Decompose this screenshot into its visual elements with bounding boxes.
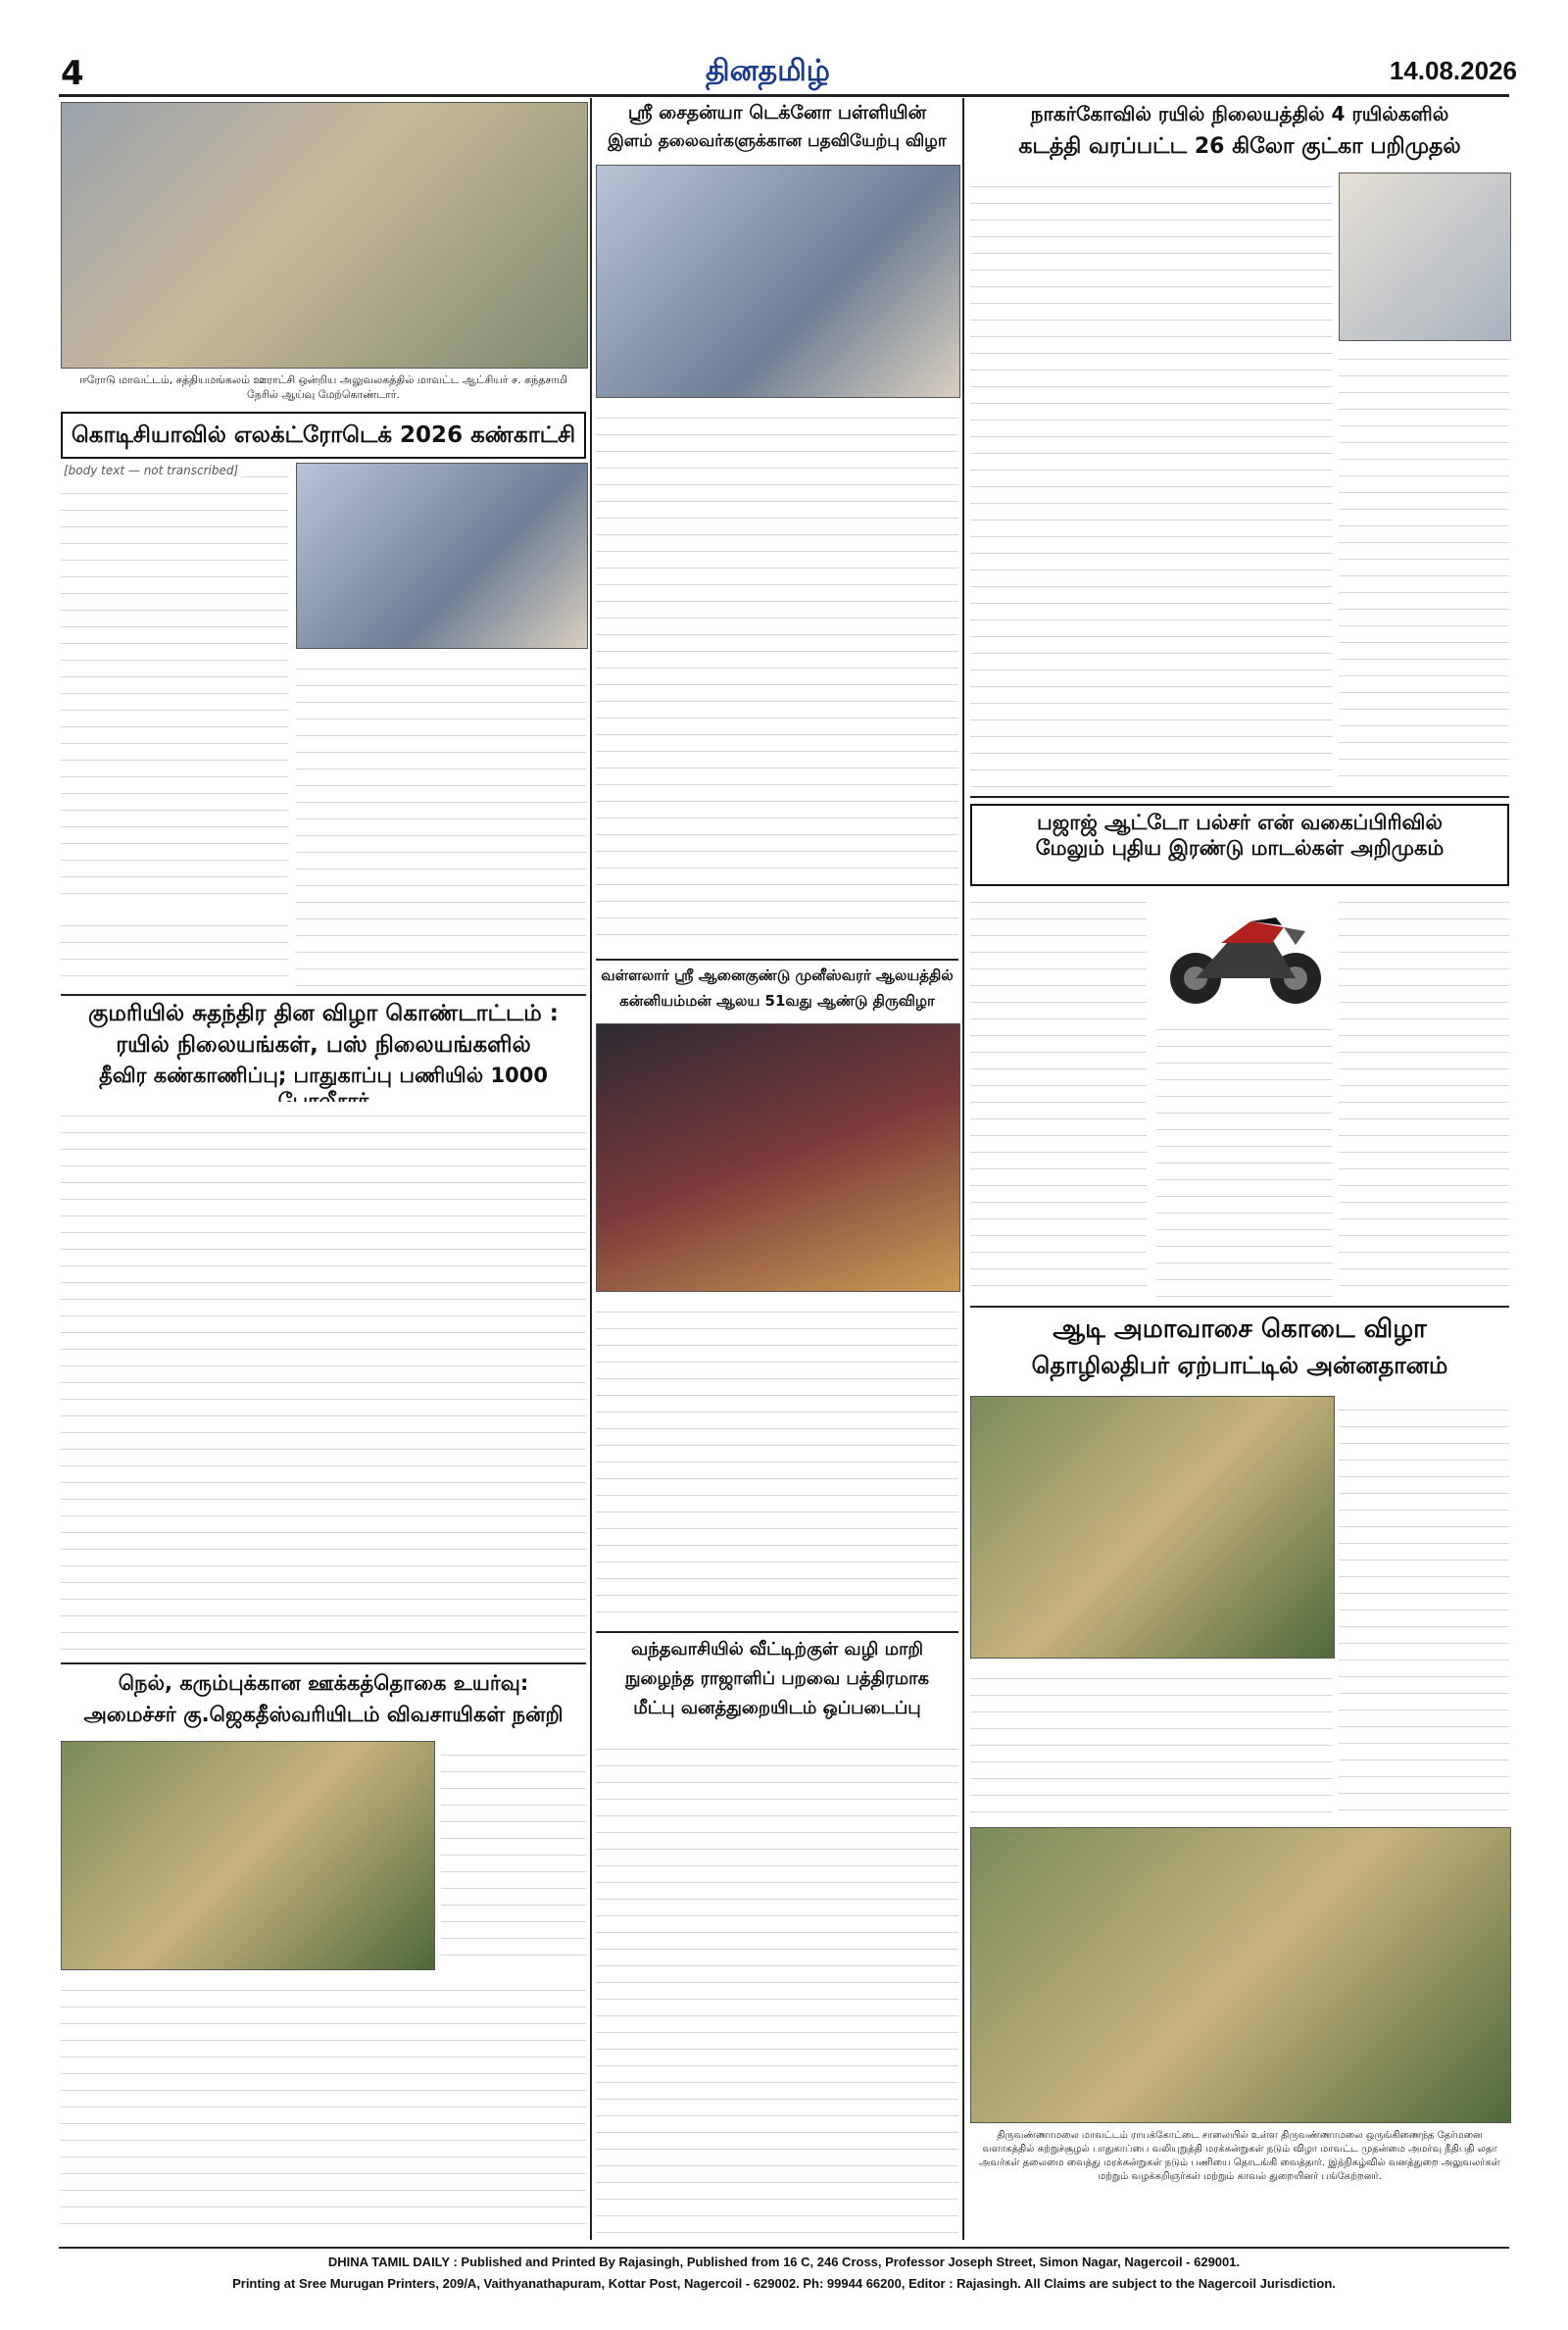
article-headline: ஆடி அமாவாசை கொடை விழா [1053, 1314, 1427, 1344]
footer-rule [59, 2247, 1509, 2249]
imprint-line: Printing at Sree Murugan Printers, 209/A, Vaithyanathapuram, Kottar Post, Nagercoil - 629002. Ph: 99944 66200, Editor : Rajasingh. All Claims are subject to the Nagercoil Jurisdiction. [232, 2276, 1336, 2291]
farmers-photo [61, 1741, 435, 1970]
elektrotec-photo [296, 463, 588, 649]
article-headline: தீவிர கண்காணிப்பு; பாதுகாப்பு பணியில் 1000 [99, 1064, 548, 1087]
article-headline: குமரியில் சுதந்திர தின விழா கொண்டாட்டம் : [88, 1001, 559, 1026]
annadhanam-photo [970, 1396, 1335, 1659]
article-body [296, 655, 586, 988]
article-body [61, 1102, 586, 1657]
temple-festival-photo [596, 1023, 960, 1292]
article-headline: மீட்பு வனத்துறையிடம் ஒப்படைப்பு [633, 1698, 921, 1718]
headline-box [970, 804, 1509, 886]
section-rule [970, 1306, 1509, 1308]
masthead: தினதமிழ் [706, 54, 830, 88]
article-body [970, 888, 1147, 1300]
article-headline: தொழிலதிபர் ஏற்பாட்டில் அன்னதானம் [1031, 1352, 1448, 1379]
page-number: 4 [61, 54, 84, 93]
photo-caption: ஈரோடு மாவட்டம், சத்தியமங்கலம் ஊராட்சி ஒன்றிய அலுவலகத்தில் மாவட்ட ஆட்சியர் ச. கந்தசாமி நேரில் ஆய்வு மேற்கொண்டார். [78, 373, 568, 401]
header-rule [59, 94, 1509, 97]
article-body [970, 1664, 1333, 1819]
article-headline: நாகர்கோவில் ரயில் நிலையத்தில் 4 ரயில்களில் [1030, 102, 1449, 125]
article-headline: பஜாஜ் ஆட்டோ பல்சர் என் வகைப்பிரிவில் [1037, 811, 1443, 834]
article-body [61, 912, 288, 990]
article-headline: இளம் தலைவர்களுக்கான பதவியேற்பு விழா [608, 131, 947, 151]
article-headline: கன்னியம்மன் ஆலய 51வது ஆண்டு திருவிழா [619, 992, 935, 1010]
column-divider [962, 98, 964, 2240]
article-body [1156, 1016, 1333, 1300]
article-body [441, 1741, 586, 1968]
section-rule [61, 994, 586, 996]
collector-inspection-photo [61, 102, 588, 369]
article-body: [body text — not transcribed] [61, 463, 288, 904]
photo-caption: திருவண்ணாமலை மாவட்டம் ராயக்கோட்டை சாலையில் உள்ள திருவண்ணாமலை ஒருங்கிணைந்த தேர்மனை வளாகத்தில் சுற்றுச்சூழல் பாதுகாப்பை வலியுறுத்தி மரக்கன்றுகள் நடும் விழா மாவட்ட முதன்மை அமர்வு நீதிபதி லதா அவர்கள் தலைமை வைத்து மரக்கன்றுகள் நடும் பணியை தொடங்கி வைத்தார். இந்நிகழ்வில் வனத்துறை அலுவலர்கள் மற்றும் வழக்கறிஞர்கள் மற்றும் காவல் துறையினர் பங்கேற்றனர். [979, 2130, 1500, 2182]
article-headline: அமைச்சர் கு.ஜெகதீஸ்வரியிடம் விவசாயிகள் நன்றி [83, 1703, 564, 1726]
column-divider [590, 98, 592, 2240]
issue-date: 14.08.2026 [1389, 56, 1517, 85]
imprint-line: DHINA TAMIL DAILY : Published and Printed By Rajasingh, Published from 16 C, 246 Cross, Professor Joseph Street, Simon Nagar, Nagercoil - 629001. [327, 2255, 1241, 2269]
school-event-photo [596, 165, 960, 398]
section-rule [970, 796, 1509, 798]
article-headline: நெல், கரும்புக்கான ஊக்கத்தொகை உயர்வு: [118, 1671, 529, 1695]
article-body [1339, 888, 1509, 1300]
article-headline: ஸ்ரீ சைதன்யா டெக்னோ பள்ளியின் [627, 102, 927, 124]
article-headline: வள்ளலார் ஸ்ரீ ஆனைகுண்டு முனீஸ்வரர் ஆலயத்தில் [601, 967, 954, 984]
article-headline: கடத்தி வரப்பட்ட 26 கிலோ குட்கா பறிமுதல் [1018, 134, 1461, 159]
article-body [1339, 345, 1509, 790]
article-body [596, 1735, 958, 2235]
motorcycle-image [1156, 888, 1333, 1010]
article-body [61, 1976, 586, 2236]
article-headline: கொடிசியாவில் எலக்ட்ரோடெக் 2026 கண்காட்சி [61, 412, 586, 459]
tree-planting-photo [970, 1827, 1511, 2123]
article-body [596, 404, 958, 951]
section-rule [596, 959, 958, 961]
article-body [1339, 1396, 1509, 1819]
article-headline: ரயில் நிலையங்கள், பஸ் நிலையங்களில் [116, 1032, 531, 1058]
section-rule [596, 1631, 958, 1633]
section-rule [61, 1662, 586, 1664]
article-headline: வந்தவாசியில் வீட்டிற்குள் வழி மாறி [630, 1639, 924, 1660]
article-headline: மேலும் புதிய இரண்டு மாடல்கள் அறிமுகம் [1035, 836, 1445, 861]
article-headline: நுழைந்த ராஜாளிப் பறவை பத்திரமாக [624, 1668, 930, 1689]
article-body [970, 173, 1333, 790]
seized-goods-photo [1339, 173, 1511, 341]
article-body [596, 1298, 958, 1623]
